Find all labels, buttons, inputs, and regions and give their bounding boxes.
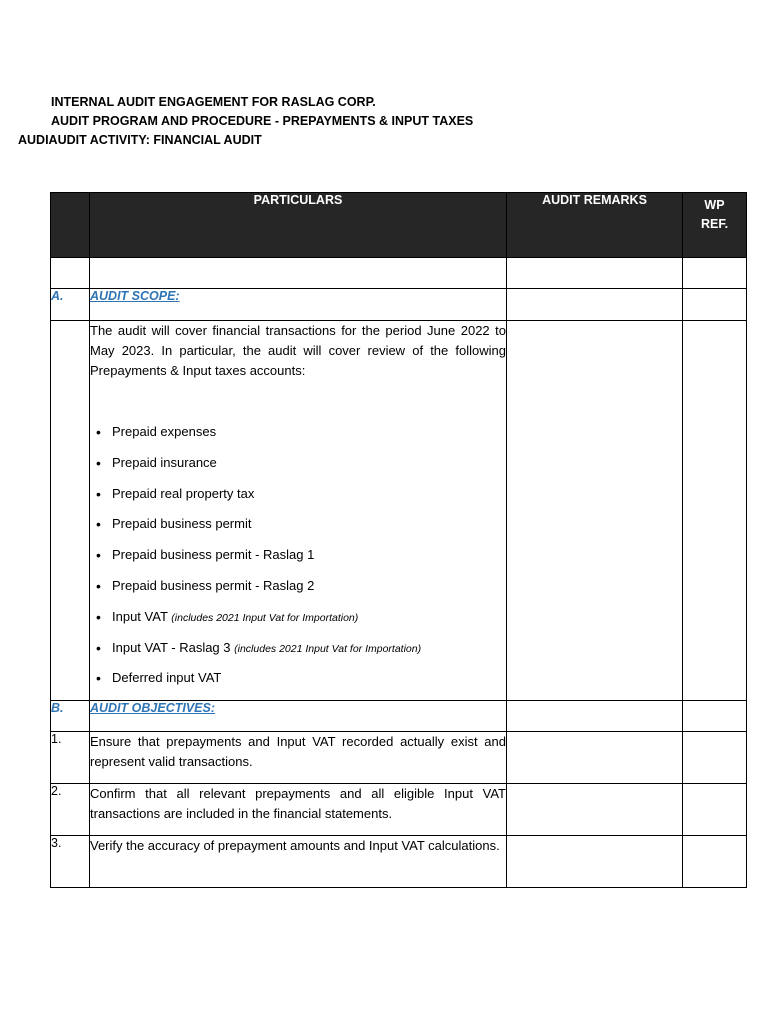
scope-detail-cell (90, 321, 507, 701)
table-header-row (51, 193, 747, 258)
empty-cell (51, 258, 90, 289)
section-b-letter: B. (51, 701, 90, 732)
bullet-icon: • (96, 516, 101, 533)
objective-number: 3. (51, 836, 90, 888)
table-row-objective (51, 732, 747, 784)
list-item: • Prepaid real property tax (96, 485, 255, 502)
col-header-wp-ref (683, 193, 747, 258)
ref-label: REF. (700, 217, 729, 231)
remarks-cell (507, 784, 683, 836)
header-line-engagement: INTERNAL AUDIT ENGAGEMENT FOR RASLAG CORP. (51, 95, 376, 109)
objective-text: Verify the accuracy of prepayment amounts and Input VAT calculations. (90, 836, 507, 888)
empty-cell (90, 258, 507, 289)
bullet-icon: • (96, 424, 101, 440)
item-note: (includes 2021 Input Vat for Importation) (171, 611, 359, 624)
remarks-cell (507, 321, 683, 701)
objective-number: 2. (51, 784, 90, 836)
table-row-objective (51, 836, 747, 888)
wp-label: WP (704, 198, 725, 212)
table-row-objective (51, 784, 747, 836)
bullet-icon: • (96, 670, 101, 687)
wp-ref-cell (683, 784, 747, 836)
wp-ref-cell (683, 836, 747, 888)
table-row-empty (51, 258, 747, 289)
header-line-program: AUDIT PROGRAM AND PROCEDURE - PREPAYMENTS & INPUT TAXES (51, 114, 474, 128)
empty-cell (507, 258, 683, 289)
list-item: • Prepaid business permit - Raslag 2 (96, 577, 315, 594)
list-item: • Prepaid business permit - Raslag 1 (96, 547, 315, 564)
remarks-cell (507, 289, 683, 321)
remarks-cell (507, 701, 683, 732)
remarks-cell (507, 836, 683, 888)
objective-text: Ensure that prepayments and Input VAT recorded actually exist and represent valid transactions. (90, 732, 507, 784)
objective-number: 1. (51, 732, 90, 784)
audit-program-table (50, 192, 747, 888)
wp-ref-cell (683, 289, 747, 321)
scope-account-list (90, 422, 506, 699)
item-note: (includes 2021 Input Vat for Importation) (234, 642, 422, 655)
table-row-section-b (51, 701, 747, 732)
empty-cell (683, 258, 747, 289)
bullet-icon: • (96, 577, 101, 594)
table-row-scope-detail (51, 321, 747, 701)
wp-ref-cell (683, 732, 747, 784)
bullet-icon: • (96, 547, 101, 564)
objective-text: Confirm that all relevant prepayments and all eligible Input VAT transactions are included in the financial statements. (90, 784, 507, 836)
scope-description: The audit will cover financial transactions for the period June 2022 to May 2023. In particular, the audit will cover review of the following Prepayments & Input taxes accounts: (90, 323, 506, 378)
table-row-section-a (51, 289, 747, 321)
col-header-remarks: AUDIT REMARKS (507, 193, 683, 258)
list-item: • Prepaid insurance (96, 454, 217, 471)
list-item: • Input VAT - Raslag 3 (includes 2021 Input Vat for Importation) (96, 639, 422, 656)
header-line-activity: AUDIAUDIT ACTIVITY: FINANCIAL AUDIT (18, 133, 262, 147)
wp-ref-cell (683, 321, 747, 701)
remarks-cell (507, 732, 683, 784)
section-b-title: AUDIT OBJECTIVES: (90, 701, 507, 732)
list-item: • Prepaid expenses (96, 424, 217, 440)
bullet-icon: • (96, 639, 101, 656)
wp-ref-cell (683, 701, 747, 732)
bullet-icon: • (96, 485, 101, 502)
list-item: • Input VAT (includes 2021 Input Vat for Importation) (96, 608, 359, 625)
section-a-title: AUDIT SCOPE: (90, 289, 507, 321)
bullet-icon: • (96, 608, 101, 625)
list-item: • Deferred input VAT (96, 670, 222, 687)
col-header-number (51, 193, 90, 258)
bullet-icon: • (96, 454, 101, 471)
empty-cell (51, 321, 90, 701)
list-item: • Prepaid business permit (96, 516, 252, 533)
section-a-letter: A. (51, 289, 90, 321)
col-header-particulars: PARTICULARS (90, 193, 507, 258)
